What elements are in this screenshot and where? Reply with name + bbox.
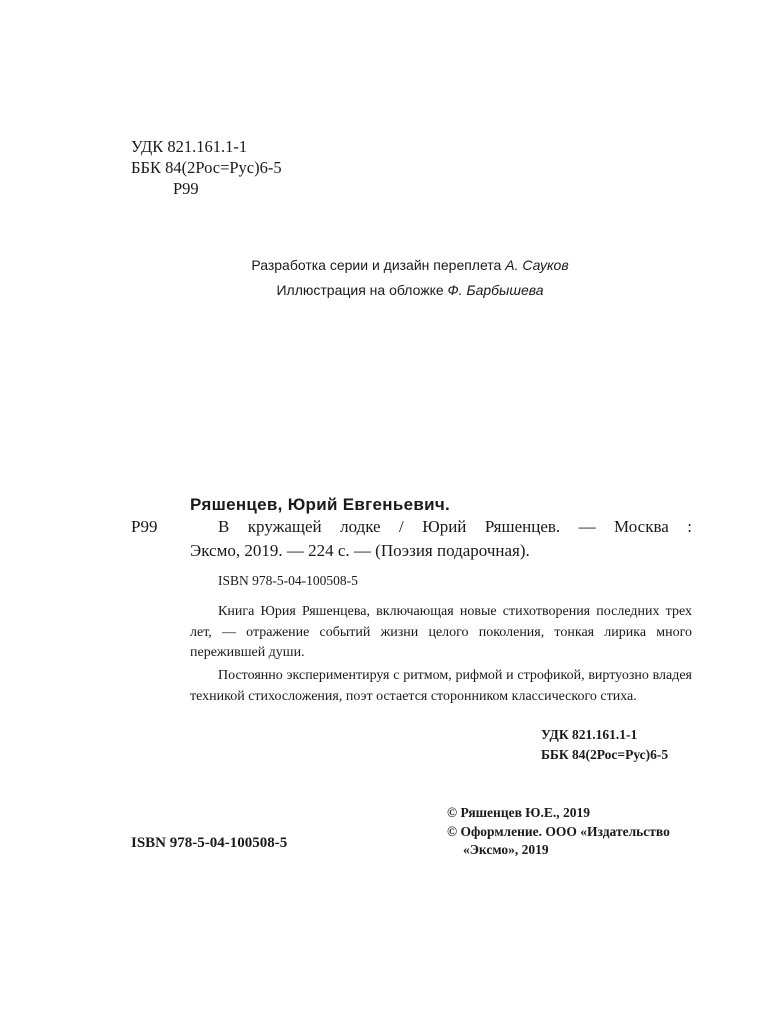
author-code: Р99 bbox=[173, 179, 199, 198]
udk-code-bottom: УДК 821.161.1-1 bbox=[541, 727, 638, 742]
series-design-credit bbox=[0, 257, 768, 273]
author-code-side: Р99 bbox=[131, 517, 158, 536]
copyright-block bbox=[447, 804, 670, 860]
classification-bottom bbox=[541, 725, 668, 765]
bbk-code: ББК 84(2Рос=Рус)6-5 bbox=[131, 158, 282, 177]
copyright-line-3: «Эксмо», 2019 bbox=[463, 842, 549, 857]
cover-illustration-credit bbox=[0, 282, 768, 298]
copyright-line-1: © Ряшенцев Ю.Е., 2019 bbox=[447, 805, 590, 820]
author-heading: Ряшенцев, Юрий Евгеньевич. bbox=[190, 495, 451, 514]
isbn-main: ISBN 978-5-04-100508-5 bbox=[131, 835, 288, 851]
cover-illustration-person: Ф. Барбышева bbox=[447, 282, 544, 298]
udk-code: УДК 821.161.1-1 bbox=[131, 137, 248, 156]
annotation-paragraph-2 bbox=[190, 666, 692, 707]
title-line-2: Эксмо, 2019. — 224 с. — (Поэзия подарочная). bbox=[190, 541, 530, 560]
annotation-text-2: Постоянно экспериментируя с ритмом, рифмой и строфикой, виртуозно владея техникой стихосложения, поэт остается сторонником классического стиха. bbox=[190, 668, 692, 704]
isbn-record: ISBN 978-5-04-100508-5 bbox=[218, 573, 358, 588]
annotation-paragraph-1 bbox=[190, 602, 692, 664]
annotation-text-1: Книга Юрия Ряшенцева, включающая новые стихотворения последних трех лет, — отражение событий жизни целого поколения, тонкая лирика много пережившей души. bbox=[190, 604, 692, 660]
series-design-role: Разработка серии и дизайн переплета bbox=[251, 257, 502, 273]
copyright-line-2: © Оформление. ООО «Издательство bbox=[447, 823, 670, 839]
bbk-code-bottom: ББК 84(2Рос=Рус)6-5 bbox=[541, 747, 669, 762]
series-design-person: А. Сауков bbox=[505, 257, 569, 273]
title-line-1: В кружащей лодке / Юрий Ряшенцев. — Москва : bbox=[218, 517, 692, 536]
classification-block bbox=[131, 136, 282, 199]
cover-illustration-role: Иллюстрация на обложке bbox=[276, 282, 444, 298]
